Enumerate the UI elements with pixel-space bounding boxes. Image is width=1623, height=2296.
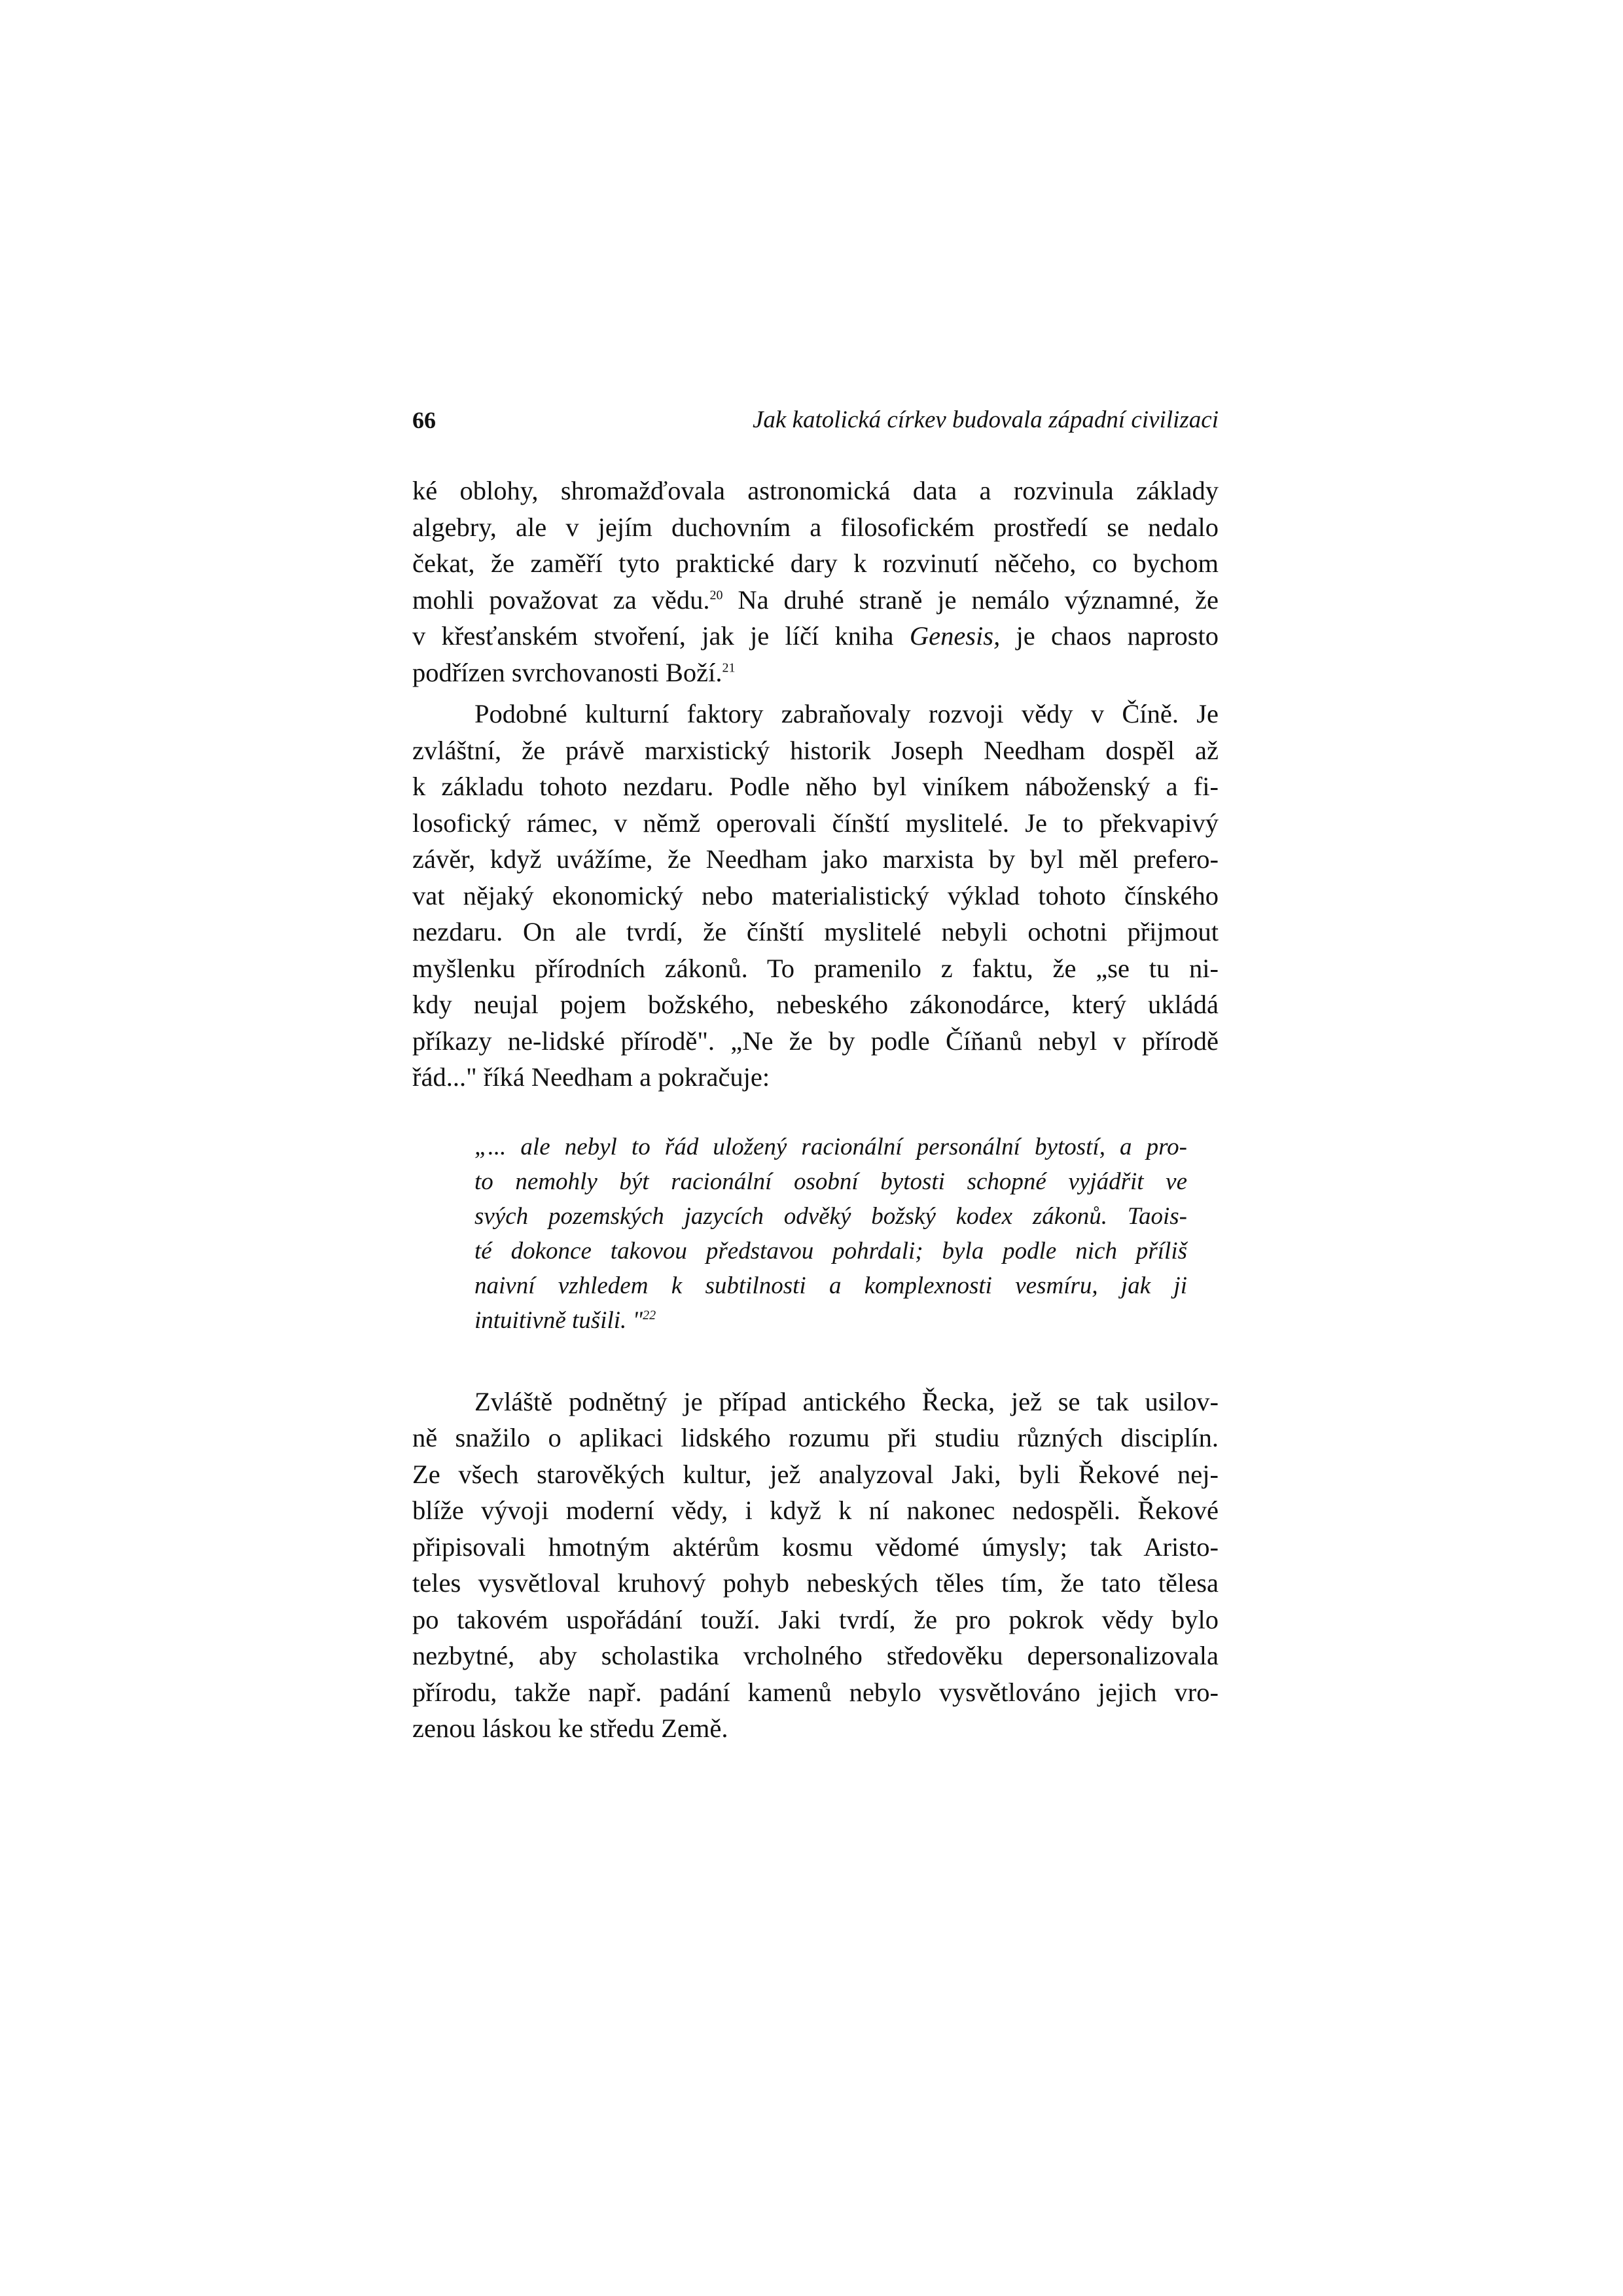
footnote-ref-22: 22 [643, 1308, 656, 1323]
text-segment: v křesťanském stvoření, jak je líčí kniha [412, 621, 910, 651]
text-line: blíže vývoji moderní vědy, i když k ní nakonec nedospěli. Řekové [412, 1496, 1219, 1525]
text-line: po takovém uspořádání touží. Jaki tvrdí, že pro pokrok vědy bylo [412, 1604, 1219, 1634]
text-segment: mohli považovat za vědu. [412, 584, 710, 615]
text-segment: je chaos naprosto [1000, 621, 1219, 651]
text-line: nezbytné, aby scholastika vrcholného středověku depersonalizovala [412, 1641, 1219, 1670]
text-line: závěr, když uvážíme, že Needham jako marxista by byl měl prefero- [412, 844, 1219, 874]
book-title-genesis: Genesis, [909, 621, 1001, 651]
text-line: algebry, ale v jejím duchovním a filosofickém prostředí se nedalo [412, 512, 1219, 542]
text-line: ně snažilo o aplikaci lidského rozumu při studiu různých disciplín. [412, 1423, 1219, 1452]
text-line: Podobné kulturní faktory zabraňovaly rozvoji vědy v Číně. Je [474, 699, 1219, 728]
quote-line: té dokonce takovou představou pohrdali; byla podle nich příliš [474, 1237, 1187, 1265]
paragraph-2 [412, 696, 1219, 1096]
text-line: Ze všech starověkých kultur, jež analyzoval Jaki, byli Řekové nej- [412, 1459, 1219, 1489]
text-line: příkazy ne-lidské přírodě". „Ne že by podle Číňanů nebyl v přírodě [412, 1026, 1219, 1056]
text-segment: podřízen svrchovanosti Boží. [412, 657, 722, 687]
text-line: připisovali hmotným aktérům kosmu vědomé úmysly; tak Aristo- [412, 1532, 1219, 1562]
text-line: losofický rámec, v němž operovali čínští myslitelé. Je to překvapivý [412, 808, 1219, 838]
text-line: myšlenku přírodních zákonů. To pramenilo z faktu, že „se tu ni- [412, 953, 1219, 983]
text-line [412, 655, 1219, 691]
quote-line [474, 1303, 1187, 1338]
footnote-ref-20: 20 [709, 588, 723, 602]
text-line: k základu tohoto nezdaru. Podle něho byl viníkem náboženský a fi- [412, 772, 1219, 801]
footnote-ref-21: 21 [722, 660, 736, 675]
text-line: teles vysvětloval kruhový pohyb nebeských těles tím, že tato tělesa [412, 1568, 1219, 1598]
quote-line: svých pozemských jazycích odvěký božský kodex zákonů. Taois- [474, 1202, 1187, 1230]
text-line: Zvláště podnětný je případ antického Řecka, jež se tak usilov- [474, 1386, 1219, 1416]
text-line [412, 618, 1219, 655]
quote-line: „... ale nebyl to řád uložený racionální personální bytostí, a pro- [474, 1133, 1187, 1160]
quote-line: to nemohly být racionální osobní bytosti schopné vyjádřit ve [474, 1168, 1187, 1195]
text-line: zvláštní, že právě marxistický historik Joseph Needham dospěl až [412, 735, 1219, 765]
text-line: řád..." říká Needham a pokračuje: [412, 1062, 770, 1092]
paragraph-1 [412, 473, 1219, 691]
page-number: 66 [412, 407, 436, 433]
text-line: zenou láskou ke středu Země. [412, 1713, 728, 1743]
text-line: čekat, že zaměří tyto praktické dary k rozvinutí něčeho, co bychom [412, 548, 1219, 578]
text-segment: Na druhé straně je nemálo významné, že [722, 584, 1219, 615]
page-header [412, 401, 1219, 440]
block-quote [474, 1130, 1187, 1338]
running-title: Jak katolická církev budovala západní civilizaci [752, 406, 1219, 433]
text-line: kdy neujal pojem božského, nebeského zákonodárce, který ukládá [412, 990, 1219, 1019]
body-text [412, 473, 1219, 1747]
text-line: nezdaru. On ale tvrdí, že čínští myslitelé nebyli ochotni přijmout [412, 917, 1219, 946]
text-line: vat nějaký ekonomický nebo materialistický výklad tohoto čínského [412, 880, 1219, 910]
paragraph-3 [412, 1384, 1219, 1747]
text-line: přírodu, takže např. padání kamenů nebylo vysvětlováno jejich vro- [412, 1677, 1219, 1707]
text-segment: intuitivně tušili. " [474, 1306, 643, 1334]
text-line [412, 582, 1219, 619]
quote-line: naivní vzhledem k subtilnosti a komplexnosti vesmíru, jak ji [474, 1272, 1187, 1299]
text-line: ké oblohy, shromažďovala astronomická data a rozvinula základy [412, 476, 1219, 505]
